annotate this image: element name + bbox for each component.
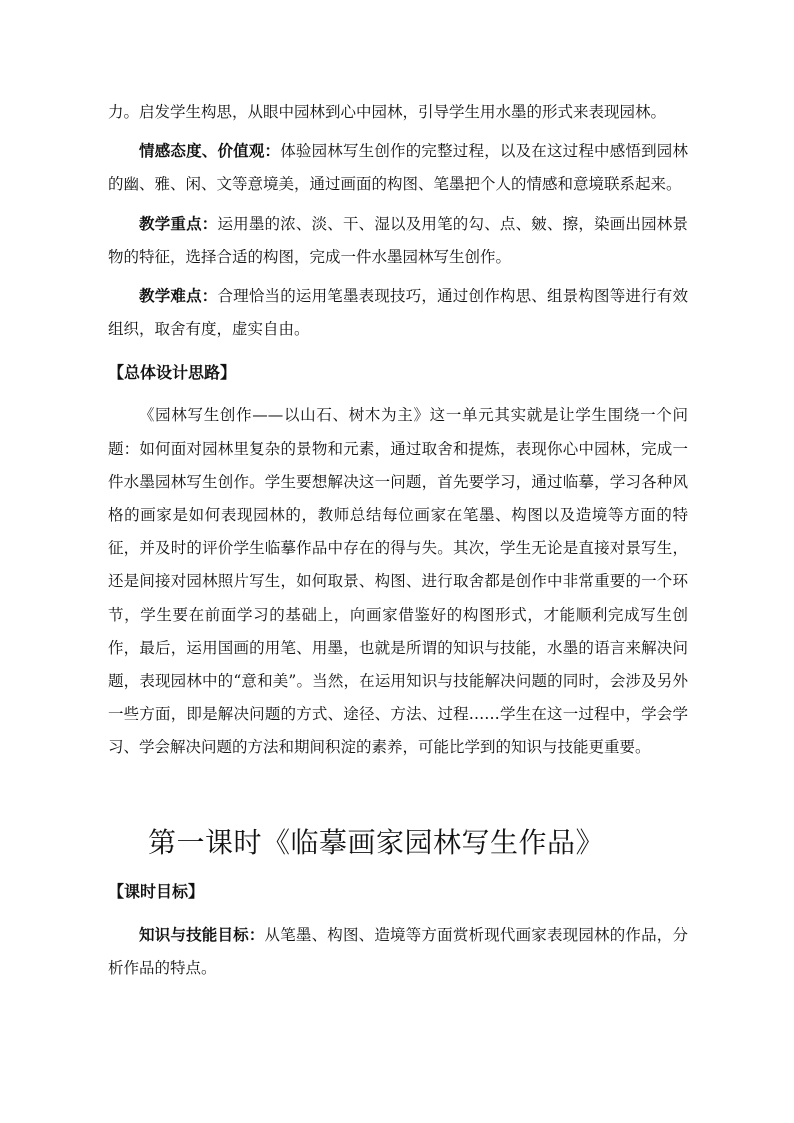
section-heading-overall-design: 【总体设计思路】 [108, 363, 237, 383]
document-page [108, 96, 688, 985]
paragraph-lead: 情感态度、价值观： [139, 141, 281, 161]
paragraph-teaching-difficulty [108, 279, 688, 346]
paragraph-lead: 教学重点： [139, 213, 218, 233]
paragraph-text: 合理恰当的运用笔墨表现技巧，通过创作构思、组景构图等进行有效组织，取舍有度，虚实自由。 [108, 287, 688, 339]
paragraph-affective-goals [108, 134, 688, 201]
paragraph-teaching-focus [108, 207, 688, 274]
paragraph-text: 力。启发学生构思，从眼中园林到心中园林，引导学生用水墨的形式来表现园林。 [108, 103, 667, 121]
paragraph-overall-design [108, 399, 688, 764]
lesson-title: 第一课时《临摹画家园林写生作品》 [148, 825, 605, 859]
paragraph-text: 《园林写生创作——以山石、树木为主》这一单元其实就是让学生围绕一个问题：如何面对园林里复杂的景物和元素，通过取舍和提炼，表现你心中园林，完成一件水墨园林写生创作。学生要想解决这一问题，首先要学习，通过临摹，学习各种风格的画家是如何表现园林的，教师总结每位画家在笔墨、构图以及造境等方面的特征，并及时的评价学生临摹作品中存在的得与失。其次，学生无论是直接对景写生，还是间接对园林照片写生，如何取景、构图、进行取舍都是创作中非常重要的一个环节，学生要在前面学习的基础上，向画家借鉴好的构图形式，才能顺利完成写生创作，最后，运用国画的用笔、用墨，也就是所谓的知识与技能，水墨的语言来解决问题，表现园林中的“意和美”。当然，在运用知识与技能解决问题的同时，会涉及另外一些方面，即是解决问题的方式、途径、方法、过程……学生在这一过程中，学会学习、学会解决问题的方法和期间积淀的素养，可能比学到的知识与技能更重要。 [108, 406, 688, 757]
paragraph-text: 从笔墨、构图、造境等方面赏析现代画家表现园林的作品，分析作品的特点。 [108, 925, 688, 977]
paragraph-continuation [108, 96, 688, 129]
paragraph-lead: 知识与技能目标： [139, 924, 265, 944]
paragraph-lead: 教学难点： [139, 286, 218, 306]
paragraph-knowledge-goals [108, 918, 688, 985]
paragraph-text: 体验园林写生创作的完整过程，以及在这过程中感悟到园林的幽、雅、闲、文等意境美，通过画面的构图、笔墨把个人的情感和意境联系起来。 [108, 142, 688, 194]
section-heading-lesson-goals: 【课时目标】 [108, 881, 205, 901]
paragraph-text: 运用墨的浓、淡、干、湿以及用笔的勾、点、皴、擦，染画出园林景物的特征，选择合适的构图，完成一件水墨园林写生创作。 [108, 214, 688, 266]
